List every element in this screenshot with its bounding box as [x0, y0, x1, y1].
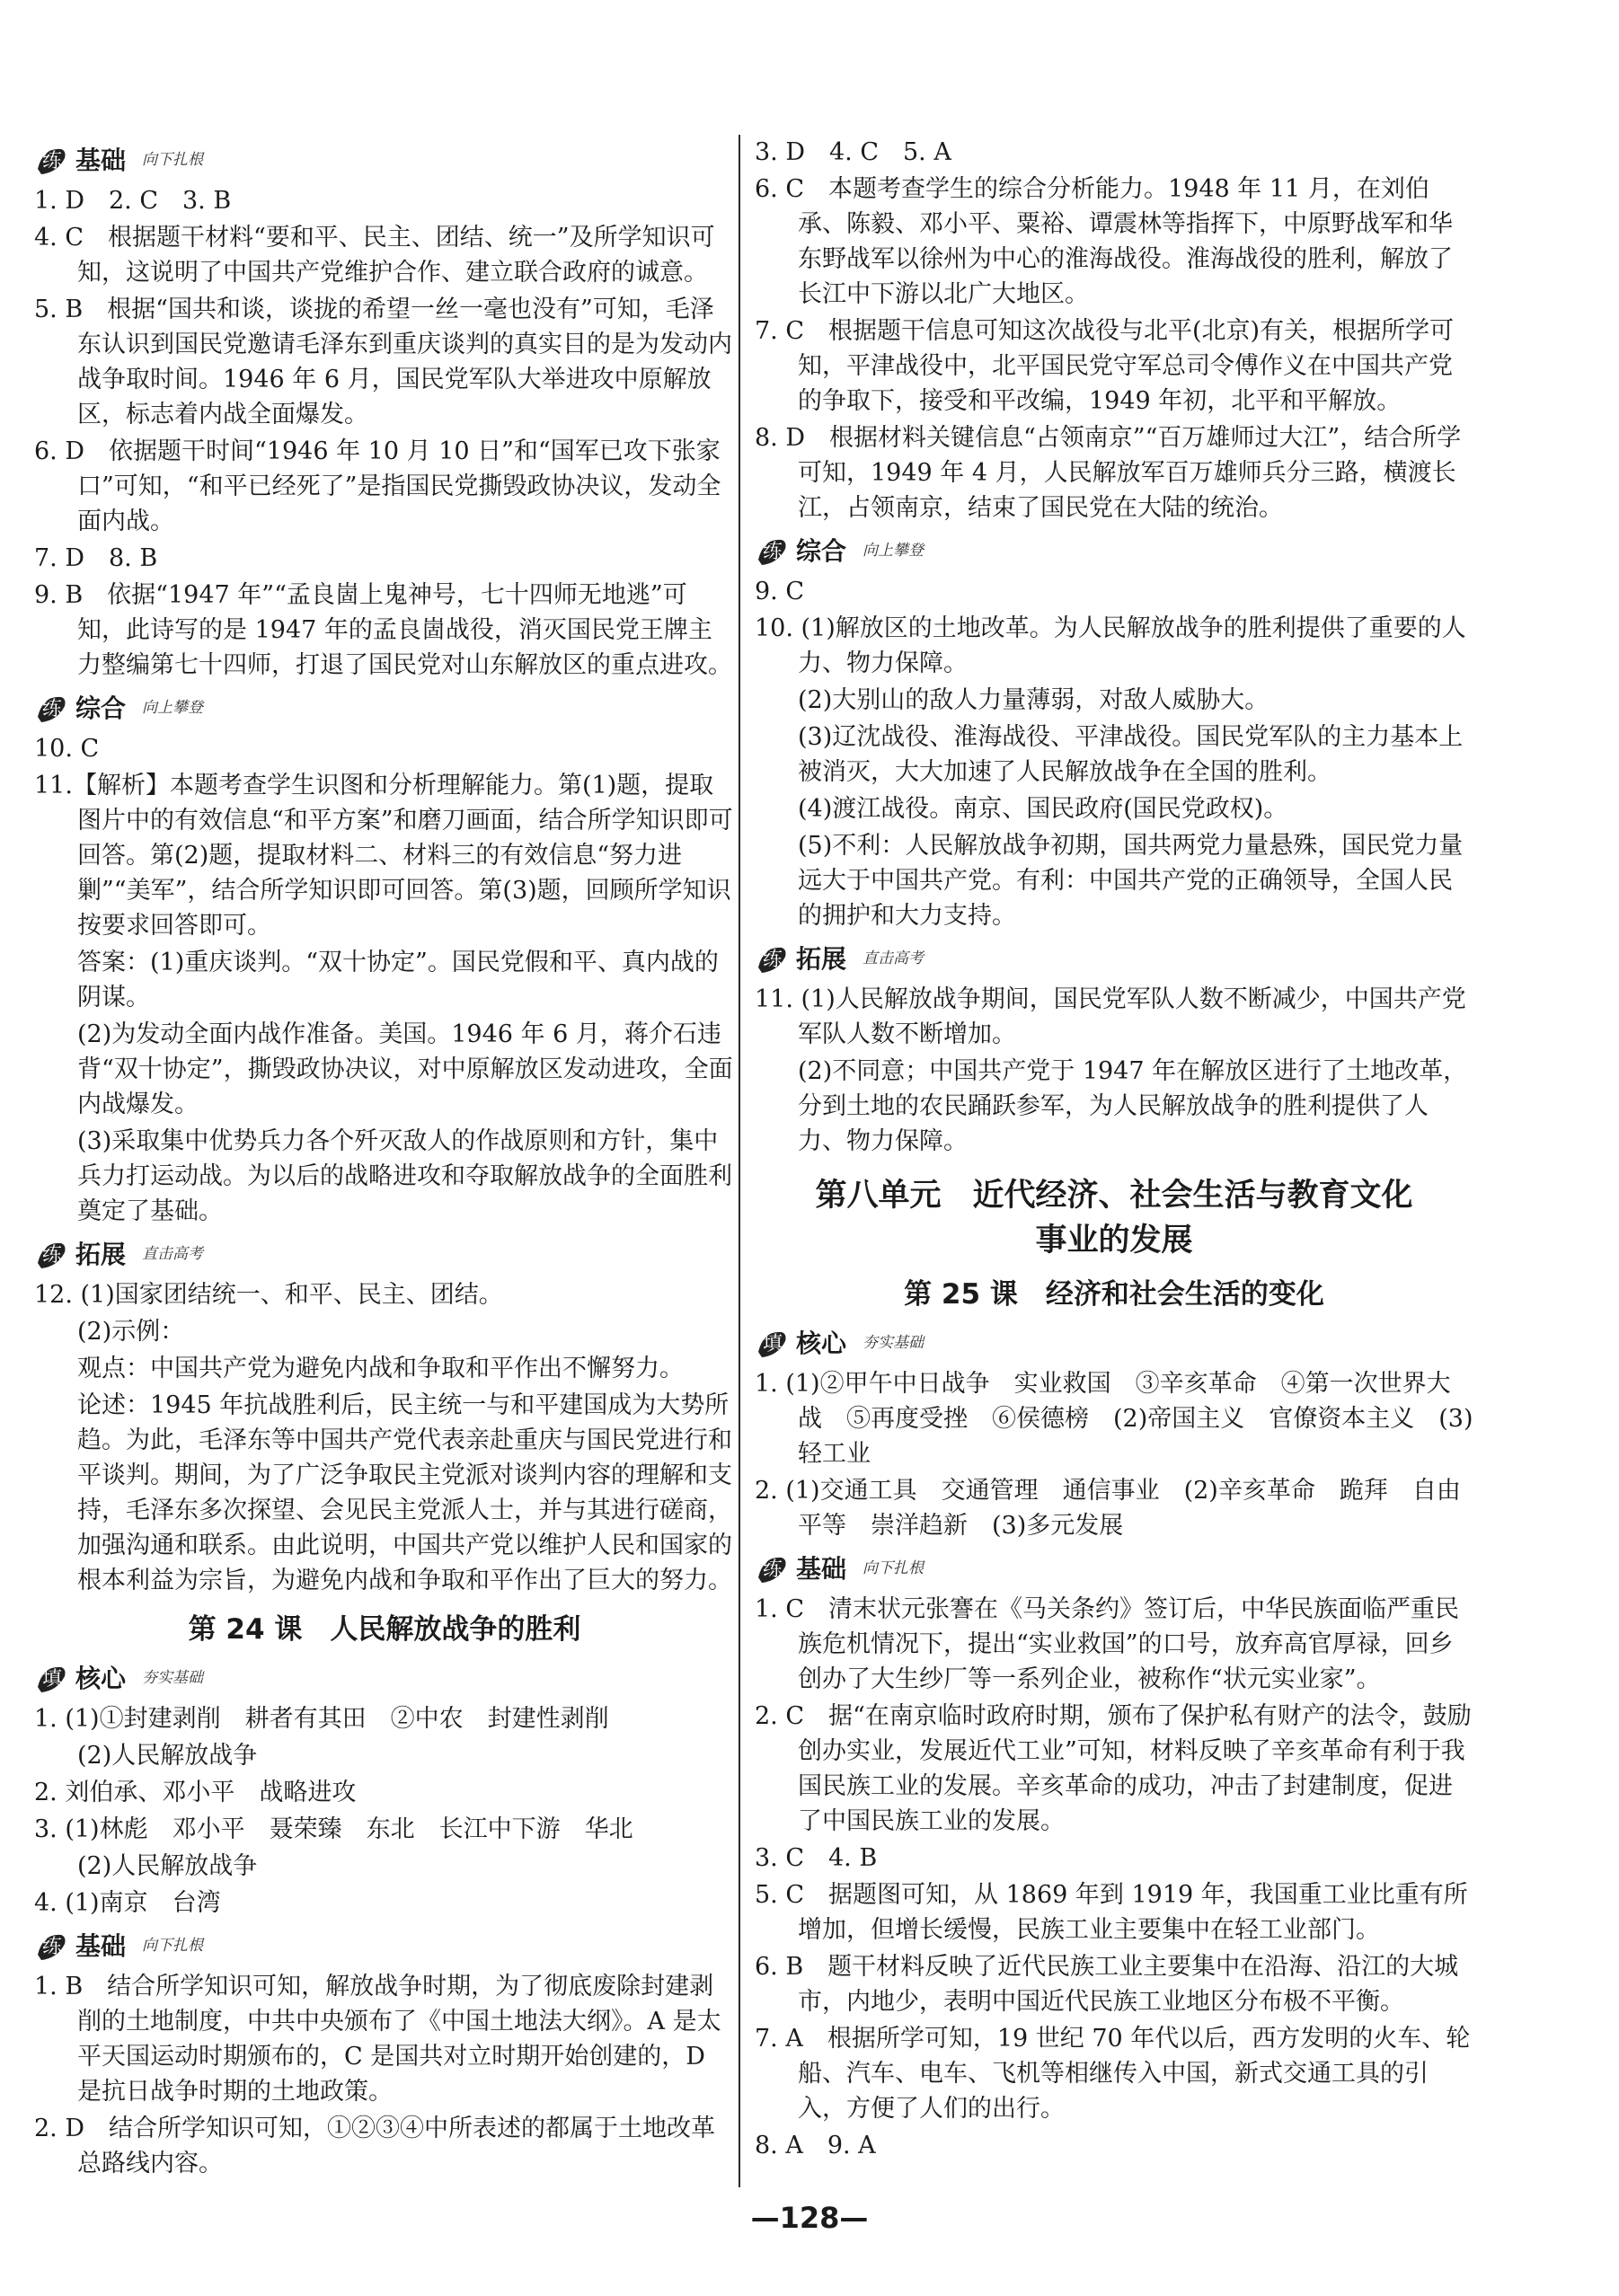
answer-item: 10. (1)解放区的土地改革。为人民解放战争的胜利提供了重要的人力、物力保障。	[755, 614, 1466, 677]
section-icon-char: 练	[762, 1559, 783, 1581]
answer-item: 8. A 9. A	[755, 2132, 876, 2159]
answer-subitem: (2)为发动全面内战作准备。美国。1946 年 6 月，蒋介石违背“双十协定”，撕毁政协决议，对中原解放区发动进攻，全面内战爆发。	[77, 1020, 733, 1118]
section-icon-char: 练	[41, 150, 63, 172]
answer-subitem: (2)不同意；中国共产党于 1947 年在解放区进行了土地改革，分到土地的农民踊跃参军，为人民解放战争的胜利提供了人力、物力保障。	[798, 1057, 1468, 1155]
practice-brush-icon	[34, 1236, 70, 1272]
section-tagline: 夯实基础	[142, 1668, 204, 1687]
section-header-core	[34, 1658, 735, 1698]
section-tagline: 向上攀登	[863, 541, 925, 560]
practice-brush-icon	[755, 940, 791, 976]
answer-item: 3. C 4. B	[755, 1844, 878, 1872]
answer-item: 8. D 根据材料关键信息“占领南京”“百万雄师过大江”，结合所学可知，1949 年 4 月，人民解放军百万雄师兵分三路，横渡长江，占领南京，结束了国民党在大陆的统治。	[755, 424, 1462, 522]
section-tagline: 向下扎根	[142, 1936, 204, 1955]
section-header-comprehensive	[755, 531, 1473, 570]
lesson-title: 第 24 课 人民解放战争的胜利	[188, 1613, 581, 1646]
section-icon-char: 练	[762, 949, 783, 971]
section-header-basic	[34, 1926, 735, 1965]
section-tagline: 向下扎根	[863, 1559, 925, 1577]
section-header-basic	[34, 140, 735, 180]
answer-item: 2. C 据“在南京临时政府时期，颁布了保护私有财产的法令，鼓励创办实业，发展近代工业”可知，材料反映了辛亥革命有利于我国民族工业的发展。辛亥革命的成功，冲击了封建制度，促进了中国民族工业的发展。	[755, 1702, 1472, 1835]
answer-item: 7. A 根据所学可知，19 世纪 70 年代以后，西方发明的火车、轮船、汽车、电车、飞机等相继传入中国，新式交通工具的引入，方便了人们的出行。	[755, 2025, 1471, 2123]
answer-item: 7. C 根据题干信息可知这次战役与北平(北京)有关，根据所学可知，平津战役中，北平国民党守军总司令傅作义在中国共产党的争取下，接受和平改编，1949 年初，北平和平解放。	[755, 317, 1455, 415]
answer-item: 11. (1)人民解放战争期间，国民党军队人数不断减少，中国共产党军队人数不断增加。	[755, 985, 1466, 1048]
section-icon-char: 练	[41, 1244, 63, 1267]
unit-title-line2: 事业的发展	[1035, 1223, 1193, 1258]
section-icon-char: 填	[762, 1333, 783, 1356]
answer-subitem: (2)人民解放战争	[77, 1852, 258, 1880]
answer-item: 11.【解析】本题考查学生识图和分析理解能力。第(1)题，提取图片中的有效信息“和平方案”和磨刀画面，结合所学知识即可回答。第(2)题，提取材料二、材料三的有效信息“努力进剿”“美军”，结合所学知识即可回答。第(3)题，回顾所学知识按要求回答即可。	[34, 772, 733, 940]
section-header-extension	[34, 1234, 735, 1274]
section-header-basic	[755, 1549, 1473, 1588]
section-title: 核心	[796, 1328, 847, 1358]
section-title: 拓展	[796, 943, 847, 974]
answer-item: 3. D 4. C 5. A	[755, 138, 951, 166]
section-title: 综合	[796, 535, 847, 566]
practice-brush-icon	[34, 690, 70, 726]
answer-subitem: 论述：1945 年抗战胜利后，民主统一与和平建国成为大势所趋。为此，毛泽东等中国共产党代表亲赴重庆与国民党进行和平谈判。期间，为了广泛争取民主党派对谈判内容的理解和支持，毛泽东多次探望、会见民主党派人士，并与其进行磋商，加强沟通和联系。由此说明，中国共产党以维护人民和国家的根本利益为宗旨，为避免内战和争取和平作出了巨大的努力。	[77, 1391, 732, 1594]
answer-item: 6. D 依据题干时间“1946 年 10 月 10 日”和“国军已攻下张家口”可知，“和平已经死了”是指国民党撕毁政协决议，发动全面内战。	[34, 437, 721, 535]
answer-item: 1. D 2. C 3. B	[34, 187, 232, 215]
unit-title	[755, 1173, 1473, 1263]
answer-item: 1. C 清末状元张謇在《马关条约》签订后，中华民族面临严重民族危机情况下，提出“实业救国”的口号，放弃高官厚禄，回乡创办了大生纱厂等一系列企业，被称作“状元实业家”。	[755, 1595, 1460, 1693]
answer-item: 9. C	[755, 578, 805, 605]
section-title: 基础	[75, 145, 127, 175]
page-number: —128—	[750, 2201, 869, 2235]
practice-brush-icon	[755, 533, 791, 569]
answer-item: 1. (1)①封建剥削 耕者有其田 ②中农 封建性剥削	[34, 1705, 609, 1733]
section-tagline: 向上攀登	[142, 698, 204, 717]
section-icon-char: 练	[762, 541, 783, 563]
section-tagline: 直击高考	[863, 949, 925, 967]
answer-subitem: (5)不利：人民解放战争初期，国共两党力量悬殊，国民党力量远大于中国共产党。有利：中国共产党的正确领导，全国人民的拥护和大力支持。	[798, 832, 1464, 930]
section-title: 基础	[75, 1930, 127, 1961]
section-tagline: 直击高考	[142, 1244, 204, 1263]
answer-subitem: (2)大别山的敌人力量薄弱，对敌人威胁大。	[798, 686, 1270, 714]
answer-item: 9. B 依据“1947 年”“孟良崮上鬼神号，七十四师无地逃”可知，此诗写的是 1947 年的孟良崮战役，消灭国民党王牌主力整编第七十四师，打退了国民党对山东解放区的重点进攻。	[34, 581, 732, 679]
answer-subitem: (2)示例：	[77, 1318, 185, 1346]
answer-subitem: (3)采取集中优势兵力各个歼灭敌人的作战原则和方针，集中兵力打运动战。为以后的战略进攻和夺取解放战争的全面胜利奠定了基础。	[77, 1127, 732, 1225]
answer-subitem: (4)渡江战役。南京、国民政府(国民党政权)。	[798, 795, 1288, 823]
section-tagline: 向下扎根	[142, 150, 204, 169]
right-column	[755, 135, 1473, 2165]
fill-brush-icon	[34, 1660, 70, 1696]
section-title: 核心	[75, 1663, 127, 1693]
section-title: 拓展	[75, 1239, 127, 1269]
practice-brush-icon	[34, 142, 70, 178]
answer-item: 2. D 结合所学知识可知，①②③④中所表述的都属于土地改革总路线内容。	[34, 2115, 715, 2177]
section-icon-char: 练	[41, 698, 63, 720]
section-icon-char: 填	[41, 1668, 63, 1691]
answer-item: 5. C 据题图可知，从 1869 年到 1919 年，我国重工业比重有所增加，但增长缓慢，民族工业主要集中在轻工业部门。	[755, 1881, 1468, 1944]
answer-subitem: 答案：(1)重庆谈判。“双十协定”。国民党假和平、真内战的阴谋。	[77, 949, 719, 1011]
unit-title-line1: 第八单元 近代经济、社会生活与教育文化	[815, 1178, 1413, 1214]
answer-item: 1. (1)②甲午中日战争 实业救国 ③辛亥革命 ④第一次世界大战 ⑤再度受挫 ⑥侯德榜 (2)帝国主义 官僚资本主义 (3)轻工业	[755, 1370, 1473, 1468]
answer-subitem: (3)辽沈战役、淮海战役、平津战役。国民党军队的主力基本上被消灭，大大加速了人民解放战争在全国的胜利。	[798, 723, 1464, 786]
left-column	[34, 135, 735, 2183]
answer-item: 12. (1)国家团结统一、和平、民主、团结。	[34, 1281, 503, 1309]
answer-item: 5. B 根据“国共和谈，谈拢的希望一丝一毫也没有”可知，毛泽东认识到国民党邀请毛泽东到重庆谈判的真实目的是为发动内战争取时间。1946 年 6 月，国民党军队大举进攻中原解放区，标志着内战全面爆发。	[34, 296, 732, 428]
section-tagline: 夯实基础	[863, 1333, 925, 1352]
answer-item: 6. B 题干材料反映了近代民族工业主要集中在沿海、沿江的大城市，内地少，表明中国近代民族工业地区分布极不平衡。	[755, 1953, 1459, 2016]
fill-brush-icon	[755, 1325, 791, 1361]
answer-item: 6. C 本题考查学生的综合分析能力。1948 年 11 月，在刘伯承、陈毅、邓小平、粟裕、谭震林等指挥下，中原野战军和华东野战军以徐州为中心的淮海战役。淮海战役的胜利，解放了长江中下游以北广大地区。	[755, 175, 1453, 308]
answer-item: 10. C	[34, 735, 100, 763]
answer-item: 2. 刘伯承、邓小平 战略进攻	[34, 1779, 357, 1806]
answer-item: 3. (1)林彪 邓小平 聂荣臻 东北 长江中下游 华北	[34, 1815, 633, 1843]
section-header-comprehensive	[34, 688, 735, 728]
answer-item: 4. C 根据题干材料“要和平、民主、团结、统一”及所学知识可知，这说明了中国共产党维护合作、建立联合政府的诚意。	[34, 224, 715, 287]
answer-item: 7. D 8. B	[34, 544, 158, 572]
answer-item: 1. B 结合所学知识可知，解放战争时期，为了彻底废除封建剥削的土地制度，中共中央颁布了《中国土地法大纲》。A 是太平天国运动时期颁布的，C 是国共对立时期开始创建的，D 是抗日战争时期的土地政策。	[34, 1973, 721, 2106]
practice-brush-icon	[755, 1550, 791, 1586]
answer-item: 4. (1)南京 台湾	[34, 1889, 221, 1917]
answer-item: 2. (1)交通工具 交通管理 通信事业 (2)辛亥革命 跪拜 自由平等 崇洋趋新 (3)多元发展	[755, 1477, 1461, 1540]
section-header-extension	[755, 939, 1473, 978]
section-header-core	[755, 1323, 1473, 1363]
answer-subitem: 观点：中国共产党为避免内战和争取和平作出不懈努力。	[77, 1355, 684, 1382]
section-icon-char: 练	[41, 1936, 63, 1958]
answer-subitem: (2)人民解放战争	[77, 1742, 258, 1770]
column-divider	[739, 135, 740, 2187]
section-title: 综合	[75, 693, 127, 723]
lesson-title: 第 25 课 经济和社会生活的变化	[904, 1278, 1324, 1311]
section-title: 基础	[796, 1553, 847, 1584]
practice-brush-icon	[34, 1928, 70, 1964]
